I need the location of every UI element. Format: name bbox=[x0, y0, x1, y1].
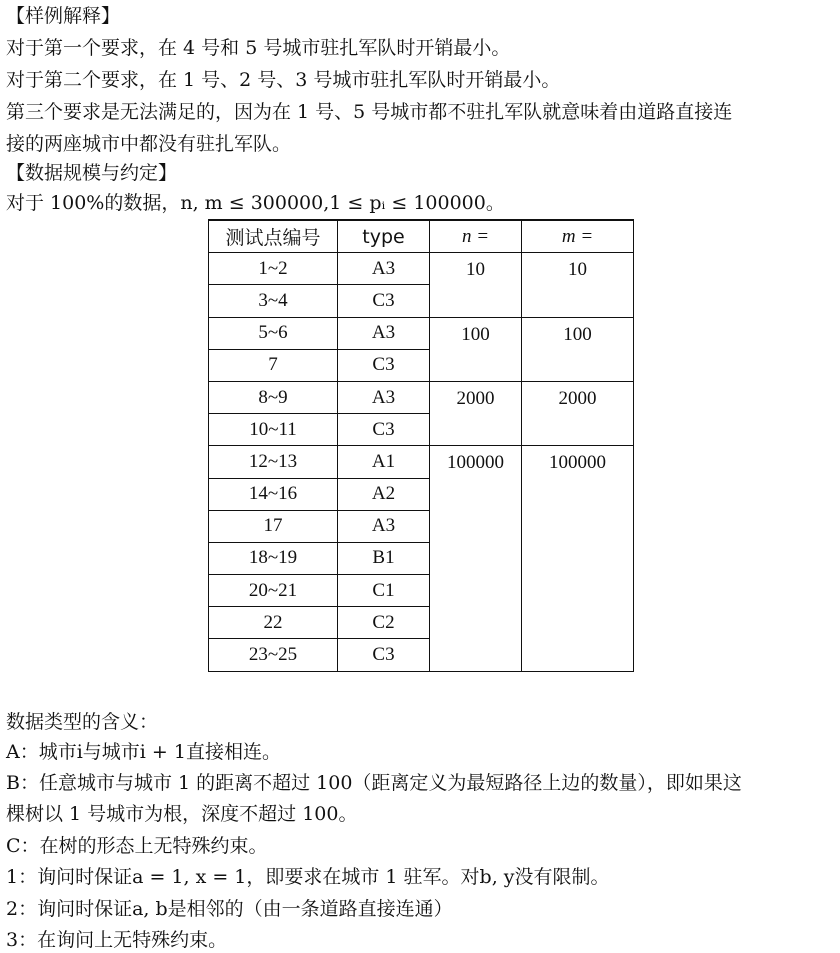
table-row bbox=[209, 381, 634, 413]
type-meaning-line: 棵树以 1 号城市为根，深度不超过 100。 bbox=[6, 803, 358, 825]
explanation-line: 对于第二个要求，在 1 号、2 号、3 号城市驻扎军队时开销最小。 bbox=[6, 69, 561, 91]
type-cell: A2 bbox=[338, 478, 430, 510]
table-header-row bbox=[209, 220, 634, 253]
header-m: m = bbox=[522, 220, 634, 253]
table-row bbox=[209, 253, 634, 285]
n-cell: 100 bbox=[430, 317, 522, 381]
explanation-line: 对于第一个要求，在 4 号和 5 号城市驻扎军队时开销最小。 bbox=[6, 37, 511, 59]
type-meaning-line: C：在树的形态上无特殊约束。 bbox=[6, 835, 268, 857]
test-id-cell: 14~16 bbox=[209, 478, 338, 510]
data-scale-heading: 【数据规模与约定】 bbox=[6, 162, 178, 184]
type-meaning-line: B：任意城市与城市 1 的距离不超过 100（距离定义为最短路径上边的数量），即如果这 bbox=[6, 772, 742, 794]
test-id-cell: 7 bbox=[209, 349, 338, 381]
m-cell: 100 bbox=[522, 317, 634, 381]
m-cell: 10 bbox=[522, 253, 634, 317]
table-row bbox=[209, 446, 634, 478]
data-scale-constraint: 对于 100%的数据，n, m ≤ 300000,1 ≤ pᵢ ≤ 100000。 bbox=[6, 192, 505, 214]
test-id-cell: 1~2 bbox=[209, 253, 338, 285]
type-cell: C3 bbox=[338, 639, 430, 671]
type-cell: A3 bbox=[338, 510, 430, 542]
test-id-cell: 22 bbox=[209, 607, 338, 639]
type-cell: C3 bbox=[338, 349, 430, 381]
header-type: type bbox=[338, 220, 430, 253]
type-cell: A3 bbox=[338, 317, 430, 349]
header-n: n = bbox=[430, 220, 522, 253]
type-cell: A1 bbox=[338, 446, 430, 478]
test-id-cell: 17 bbox=[209, 510, 338, 542]
type-meaning-heading: 数据类型的含义： bbox=[6, 711, 159, 733]
test-id-cell: 3~4 bbox=[209, 285, 338, 317]
type-meaning-line: 1：询问时保证a = 1, x = 1，即要求在城市 1 驻军。对b, y没有限制。 bbox=[6, 866, 610, 888]
type-cell: C3 bbox=[338, 285, 430, 317]
type-cell: C2 bbox=[338, 607, 430, 639]
test-id-cell: 8~9 bbox=[209, 381, 338, 413]
m-cell: 2000 bbox=[522, 381, 634, 445]
type-cell: B1 bbox=[338, 542, 430, 574]
test-id-cell: 23~25 bbox=[209, 639, 338, 671]
type-cell: C3 bbox=[338, 414, 430, 446]
n-cell: 100000 bbox=[430, 446, 522, 671]
type-cell: A3 bbox=[338, 253, 430, 285]
sample-explanation-heading: 【样例解释】 bbox=[6, 5, 121, 27]
test-id-cell: 5~6 bbox=[209, 317, 338, 349]
table-row bbox=[209, 317, 634, 349]
m-cell: 100000 bbox=[522, 446, 634, 671]
test-id-cell: 20~21 bbox=[209, 575, 338, 607]
type-meaning-line: 3：在询问上无特殊约束。 bbox=[6, 929, 228, 951]
n-cell: 2000 bbox=[430, 381, 522, 445]
type-meaning-line: A：城市i与城市i + 1直接相连。 bbox=[6, 741, 281, 763]
type-meaning-line: 2：询问时保证a, b是相邻的（由一条道路直接连通） bbox=[6, 898, 453, 920]
type-cell: A3 bbox=[338, 381, 430, 413]
type-cell: C1 bbox=[338, 575, 430, 607]
explanation-line: 第三个要求是无法满足的，因为在 1 号、5 号城市都不驻扎军队就意味着由道路直接连 bbox=[6, 101, 733, 123]
test-id-cell: 10~11 bbox=[209, 414, 338, 446]
header-test-id: 测试点编号 bbox=[209, 220, 338, 253]
explanation-line: 接的两座城市中都没有驻扎军队。 bbox=[6, 133, 292, 155]
test-data-table bbox=[208, 219, 634, 672]
test-id-cell: 18~19 bbox=[209, 542, 338, 574]
test-id-cell: 12~13 bbox=[209, 446, 338, 478]
n-cell: 10 bbox=[430, 253, 522, 317]
